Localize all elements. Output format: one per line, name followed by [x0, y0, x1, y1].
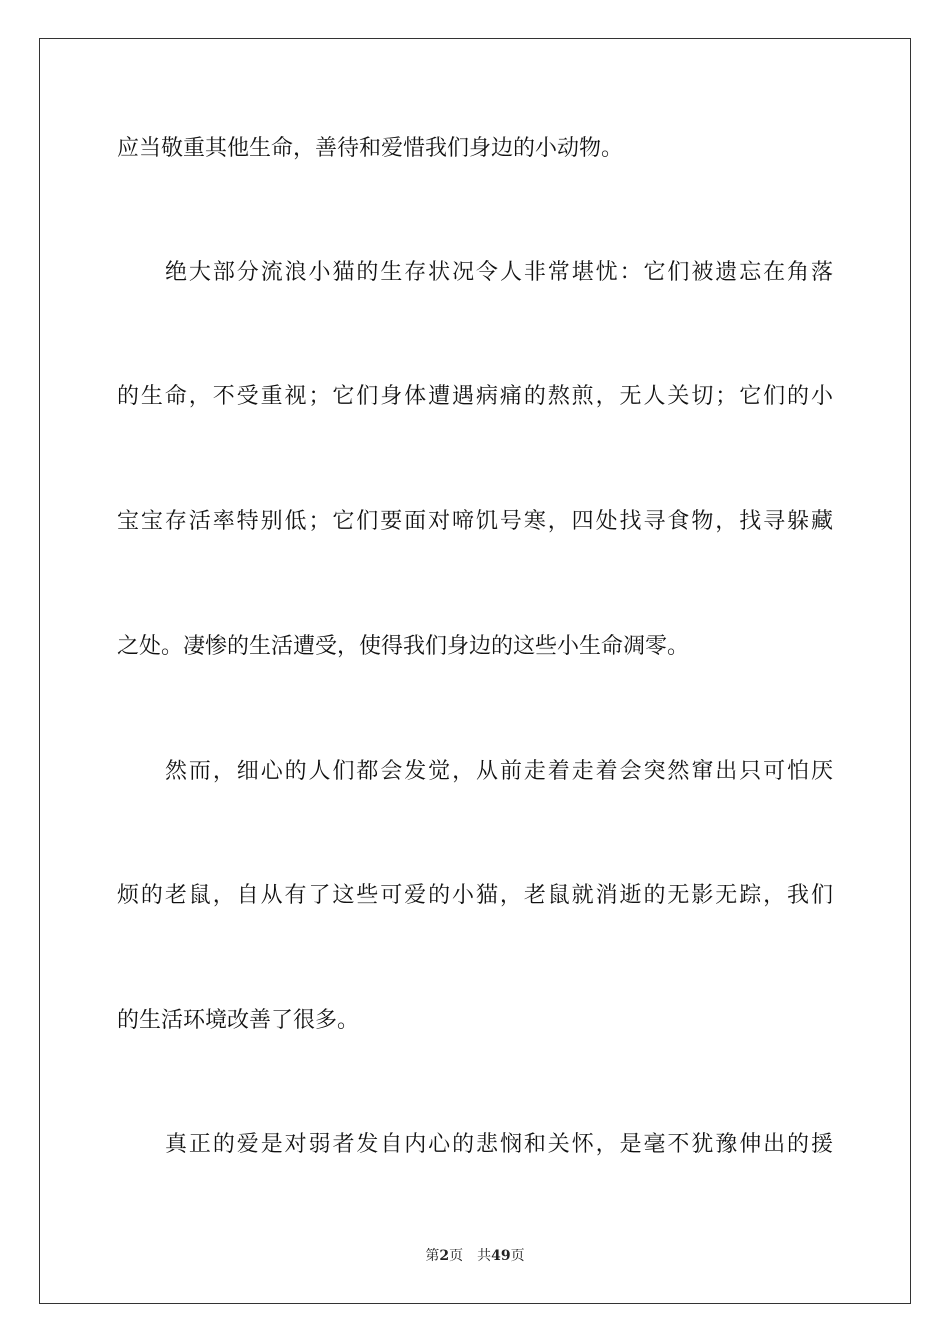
text-line-3: 的生命，不受重视；它们身体遭遇病痛的熬煎，无人关切；它们的小 [117, 384, 833, 409]
page-number: 2 [439, 1248, 450, 1264]
text-line-6: 然而，细心的人们都会发觉，从前走着走着会突然窜出只可怕厌 [165, 759, 833, 784]
total-suffix: 页 [510, 1248, 525, 1264]
text-line-1: 应当敬重其他生命，善待和爱惜我们身边的小动物。 [117, 136, 624, 161]
text-line-4: 宝宝存活率特别低；它们要面对啼饥号寒，四处找寻食物，找寻躲藏 [117, 509, 833, 534]
text-line-9: 真正的爱是对弱者发自内心的悲悯和关怀，是毫不犹豫伸出的援 [165, 1132, 833, 1157]
text-line-2: 绝大部分流浪小猫的生存状况令人非常堪忧：它们被遗忘在角落 [165, 260, 833, 285]
page-suffix: 页 [449, 1248, 464, 1264]
total-pages: 49 [491, 1248, 511, 1264]
page-footer [0, 1246, 950, 1266]
text-line-7: 烦的老鼠，自从有了这些可爱的小猫，老鼠就消逝的无影无踪，我们 [117, 883, 833, 908]
page-border [39, 38, 911, 1304]
text-line-8: 的生活环境改善了很多。 [117, 1008, 360, 1033]
total-prefix: 共 [477, 1248, 492, 1264]
text-line-5: 之处。凄惨的生活遭受，使得我们身边的这些小生命凋零。 [117, 634, 690, 659]
page-prefix: 第 [425, 1248, 440, 1264]
